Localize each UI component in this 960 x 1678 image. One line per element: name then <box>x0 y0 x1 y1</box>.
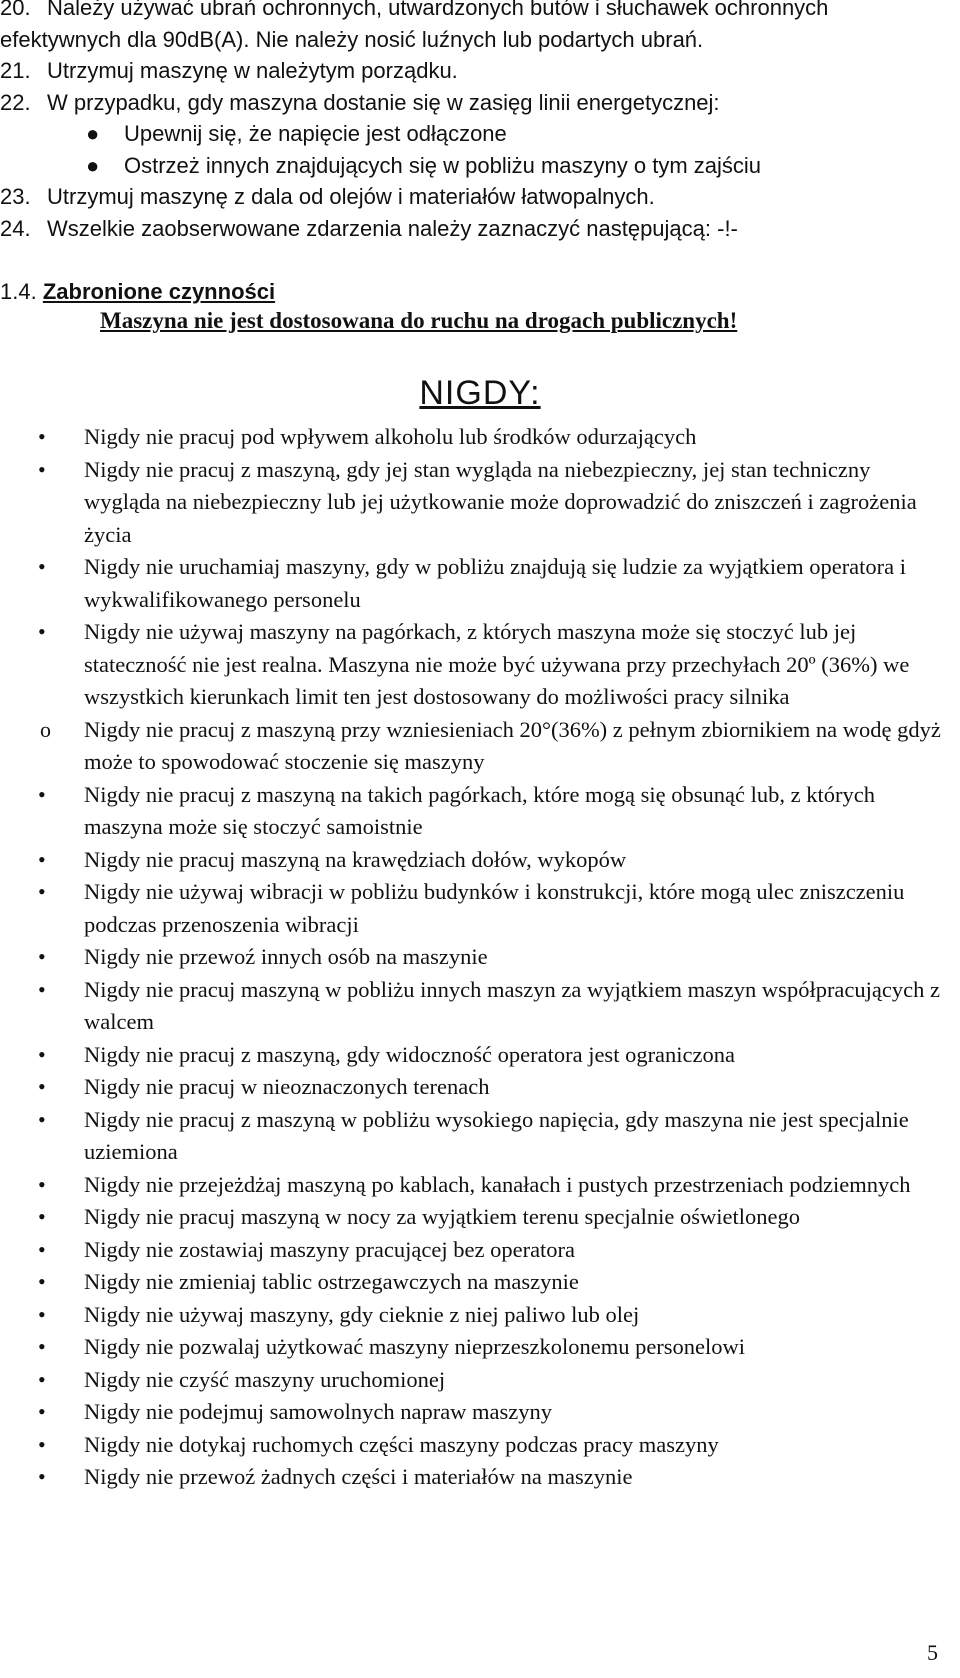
item-text: Utrzymuj maszynę w należytym porządku. <box>47 58 458 83</box>
bullet-icon: • <box>38 879 46 904</box>
bullet-icon: • <box>38 1074 46 1099</box>
bullet-icon: • <box>38 1204 46 1229</box>
rule-text: Nigdy nie pracuj maszyną na krawędziach dołów, wykopów <box>84 846 627 872</box>
list-item-23 <box>0 181 960 213</box>
item-number: 20. <box>0 0 31 20</box>
bullet-icon: • <box>38 1431 46 1457</box>
item-text: Należy używać ubrań ochronnych, utwardzonych butów i słuchawek ochronnych <box>47 0 829 20</box>
rule-text: Nigdy nie pracuj w nieoznaczonych terenach <box>84 1074 490 1099</box>
sub-item-text: Ostrzeż innych znajdujących się w pobliżu maszyny o tym zajściu <box>124 152 762 178</box>
item-number: 24. <box>0 215 31 241</box>
section-title: Zabronione czynności <box>42 279 276 304</box>
bullet-icon: • <box>38 1236 46 1262</box>
bullet-icon: • <box>38 781 46 807</box>
rule-text: Nigdy nie pracuj maszyną w nocy za wyjątkiem terenu specjalnie oświetlonego <box>84 1204 801 1229</box>
bullet-icon: • <box>38 554 46 579</box>
rule-item <box>0 616 960 714</box>
rule-item <box>0 1201 960 1234</box>
rule-item <box>0 876 960 941</box>
bullet-icon: ● <box>86 152 100 178</box>
rule-item <box>0 714 960 779</box>
rule-text: Nigdy nie pracuj z maszyną przy wzniesieniach 20°(36%) z pełnym zbiornikiem na wodę gdyż może to spowodować stoczenie się maszyny <box>84 716 941 774</box>
bullet-icon: • <box>38 456 46 482</box>
bullet-icon: • <box>38 619 46 644</box>
bullet-icon: • <box>38 846 46 872</box>
rule-text: Nigdy nie zmieniaj tablic ostrzegawczych na maszynie <box>84 1269 579 1294</box>
rule-text: Nigdy nie używaj maszyny na pagórkach, z których maszyna może się stoczyć lub jej stateczność nie jest realna. Maszyna nie może być używana przy przechyłach 20º (36%) we wszystkich kierunkach limit ten jest dostosowany do możliwości pracy silnika <box>84 619 910 709</box>
bullet-icon: • <box>38 1269 46 1294</box>
list-item-20-continuation: efektywnych dla 90dB(A). Nie należy nosić luźnych lub podartych ubrań. <box>0 26 704 52</box>
item-number: 23. <box>0 184 31 209</box>
rule-text: Nigdy nie używaj maszyny, gdy cieknie z niej paliwo lub olej <box>84 1301 640 1327</box>
item-number: 21. <box>0 58 31 83</box>
rule-item <box>0 1266 960 1299</box>
prohibited-actions-list <box>0 421 960 1494</box>
list-item-22 <box>0 87 960 119</box>
rule-item <box>0 454 960 552</box>
section-number: 1.4. <box>0 279 37 304</box>
bullet-icon: • <box>38 1464 46 1489</box>
item-text: W przypadku, gdy maszyna dostanie się w zasięg linii energetycznej: <box>47 89 720 115</box>
bullet-icon: • <box>38 1041 46 1067</box>
bullet-icon: • <box>38 976 46 1002</box>
rule-text: Nigdy nie pracuj pod wpływem alkoholu lub środków odurzających <box>84 424 697 449</box>
numbered-list <box>0 0 960 244</box>
rule-item <box>0 1396 960 1429</box>
rule-item <box>0 941 960 974</box>
circle-bullet-icon: o <box>40 716 51 742</box>
bullet-icon: • <box>38 1334 46 1359</box>
bullet-icon: • <box>38 1301 46 1327</box>
rule-text: Nigdy nie pracuj z maszyną na takich pagórkach, które mogą się obsunąć lub, z których maszyna może się stoczyć samoistnie <box>84 781 875 839</box>
rule-item <box>0 1331 960 1364</box>
rule-item <box>0 1429 960 1462</box>
rule-text: Nigdy nie uruchamiaj maszyny, gdy w pobliżu znajdują się ludzie za wyjątkiem operatora i wykwalifikowanego personelu <box>84 554 907 612</box>
list-item-21 <box>0 55 960 87</box>
rule-text: Nigdy nie pracuj z maszyną w pobliżu wysokiego napięcia, gdy maszyna nie jest specjalnie uziemiona <box>84 1106 909 1164</box>
bullet-icon: • <box>38 944 46 969</box>
page-number: 5 <box>927 1640 938 1665</box>
rule-text: Nigdy nie przewoź żadnych części i materiałów na maszynie <box>84 1464 633 1489</box>
bullet-icon: • <box>38 1106 46 1132</box>
rule-text: Nigdy nie pracuj z maszyną, gdy jej stan wygląda na niebezpieczny, jej stan techniczny wygląda na niebezpieczny lub jej użytkowanie może doprowadzić do zniszczeń i zagrożenia życia <box>84 456 917 547</box>
rule-item <box>0 1104 960 1169</box>
bullet-icon: ● <box>86 121 100 146</box>
sub-list-item <box>0 118 960 150</box>
rule-item <box>0 844 960 877</box>
item-text: Wszelkie zaobserwowane zdarzenia należy zaznaczyć następującą: -!- <box>47 215 738 241</box>
rule-item <box>0 1234 960 1267</box>
rule-item <box>0 1299 960 1332</box>
rule-text: Nigdy nie zostawiaj maszyny pracującej bez operatora <box>84 1236 576 1262</box>
sub-list-item <box>0 150 960 182</box>
rule-text: Nigdy nie używaj wibracji w pobliżu budynków i konstrukcji, które mogą ulec zniszczeniu podczas przenoszenia wibracji <box>84 879 905 937</box>
rule-item <box>0 421 960 454</box>
rule-item <box>0 1364 960 1397</box>
bullet-icon: • <box>38 1399 46 1424</box>
rule-text: Nigdy nie podejmuj samowolnych napraw maszyny <box>84 1399 553 1424</box>
rule-text: Nigdy nie przejeżdżaj maszyną po kablach, kanałach i pustych przestrzeniach podziemnych <box>84 1171 911 1197</box>
rule-item <box>0 1169 960 1202</box>
list-item-20 <box>0 0 960 24</box>
section-heading <box>0 278 960 333</box>
rule-text: Nigdy nie pozwalaj użytkować maszyny nieprzeszkolonemu personelowi <box>84 1334 746 1359</box>
item-number: 22. <box>0 89 31 115</box>
rule-text: Nigdy nie przewoź innych osób na maszynie <box>84 944 488 969</box>
nigdy-heading: NIGDY: <box>419 374 541 412</box>
list-item-24 <box>0 213 960 245</box>
rule-item <box>0 1071 960 1104</box>
bullet-icon: • <box>38 424 46 449</box>
rule-text: Nigdy nie czyść maszyny uruchomionej <box>84 1366 446 1392</box>
rule-item <box>0 1039 960 1072</box>
rule-item <box>0 1461 960 1494</box>
bullet-icon: • <box>38 1171 46 1197</box>
rule-text: Nigdy nie dotykaj ruchomych części maszyny podczas pracy maszyny <box>84 1431 719 1457</box>
bullet-icon: • <box>38 1366 46 1392</box>
section-title-row <box>0 278 960 306</box>
rule-text: Nigdy nie pracuj z maszyną, gdy widoczność operatora jest ograniczona <box>84 1041 736 1067</box>
rule-item <box>0 974 960 1039</box>
rule-item <box>0 779 960 844</box>
rule-text: Nigdy nie pracuj maszyną w pobliżu innych maszyn za wyjątkiem maszyn współpracujących z walcem <box>84 976 940 1034</box>
item-text: Utrzymuj maszynę z dala od olejów i materiałów łatwopalnych. <box>47 184 655 209</box>
sub-item-text: Upewnij się, że napięcie jest odłączone <box>124 121 507 146</box>
section-subtitle: Maszyna nie jest dostosowana do ruchu na drogach publicznych! <box>100 308 738 333</box>
rule-item <box>0 551 960 616</box>
